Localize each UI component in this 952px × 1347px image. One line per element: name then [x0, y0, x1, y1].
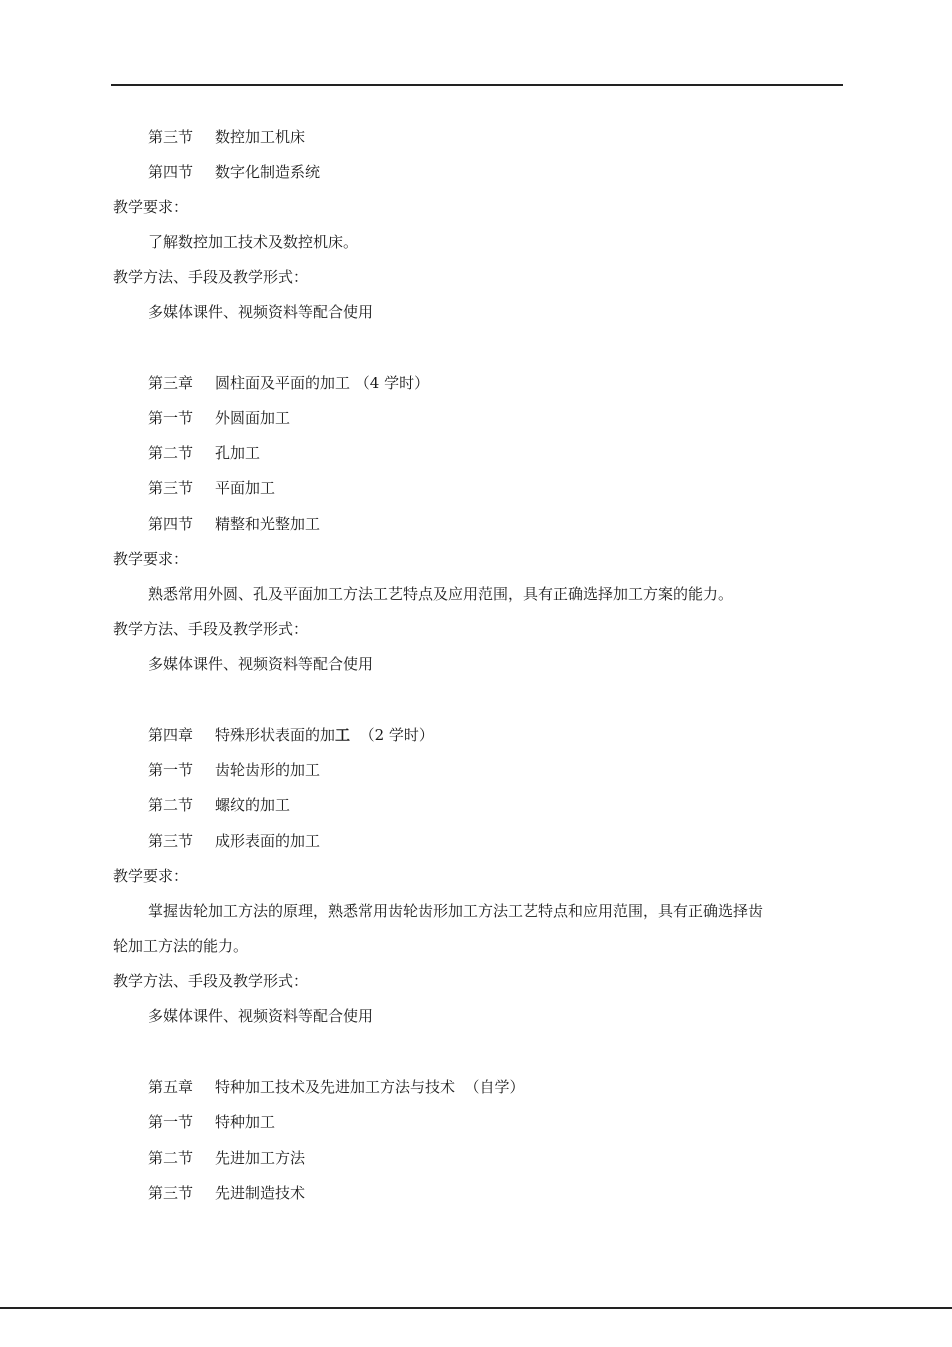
- section-number: 第一节: [148, 409, 194, 427]
- section-number: 第二节: [148, 444, 194, 462]
- section-title: 精整和光整加工: [215, 515, 321, 533]
- section-heading: [148, 443, 260, 463]
- section-title: 平面加工: [215, 479, 276, 497]
- section-heading: [148, 1148, 305, 1168]
- section-number: 第一节: [148, 761, 194, 779]
- section-number: 第四节: [148, 163, 194, 181]
- section-number: 第四节: [148, 515, 194, 533]
- section-heading: [148, 760, 320, 780]
- chapter-hours: （2 学时）: [350, 726, 434, 744]
- section-heading: [148, 514, 320, 534]
- requirements-label: 教学要求：: [113, 550, 189, 568]
- header-rule: [111, 84, 843, 86]
- section-heading: [148, 795, 290, 815]
- section-title: 数字化制造系统: [215, 163, 321, 181]
- section-title: 先进制造技术: [215, 1184, 306, 1202]
- chapter-title-bold-char: 工: [335, 726, 351, 744]
- section-heading: [148, 162, 320, 182]
- chapter-number: 第四章: [148, 726, 194, 744]
- requirements-text: 了解数控加工技术及数控机床。: [148, 233, 359, 251]
- chapter-number: 第三章: [148, 374, 194, 392]
- section-number: 第三节: [148, 479, 194, 497]
- requirements-label: 教学要求：: [113, 867, 189, 885]
- section-heading: [148, 1183, 305, 1203]
- section-heading: [148, 127, 305, 147]
- section-title: 孔加工: [215, 444, 261, 462]
- section-title: 特种加工: [215, 1113, 276, 1131]
- chapter-heading: [148, 373, 429, 393]
- chapter-title: 特种加工技术及先进加工方法与技术 （自学）: [215, 1078, 525, 1096]
- section-title: 数控加工机床: [215, 128, 306, 146]
- section-heading: [148, 478, 275, 498]
- methods-text: 多媒体课件、视频资料等配合使用: [148, 655, 374, 673]
- chapter-title: 圆柱面及平面的加工 （4 学时）: [215, 374, 430, 392]
- chapter-number: 第五章: [148, 1078, 194, 1096]
- section-number: 第三节: [148, 832, 194, 850]
- section-number: 第二节: [148, 796, 194, 814]
- section-heading: [148, 831, 320, 851]
- chapter-title: 特殊形状表面的加: [215, 726, 336, 744]
- section-title: 成形表面的加工: [215, 832, 321, 850]
- section-heading: [148, 408, 290, 428]
- methods-label: 教学方法、手段及教学形式：: [113, 268, 309, 286]
- section-number: 第三节: [148, 128, 194, 146]
- section-heading: [148, 1112, 275, 1132]
- methods-text: 多媒体课件、视频资料等配合使用: [148, 303, 374, 321]
- section-title: 螺纹的加工: [215, 796, 291, 814]
- footer-rule: [0, 1307, 952, 1309]
- requirements-text-continued: 轮加工方法的能力。: [113, 937, 249, 955]
- chapter-heading: [148, 725, 434, 745]
- methods-label: 教学方法、手段及教学形式：: [113, 620, 309, 638]
- methods-text: 多媒体课件、视频资料等配合使用: [148, 1007, 374, 1025]
- section-number: 第二节: [148, 1149, 194, 1167]
- methods-label: 教学方法、手段及教学形式：: [113, 972, 309, 990]
- section-title: 先进加工方法: [215, 1149, 306, 1167]
- requirements-label: 教学要求：: [113, 198, 189, 216]
- requirements-text: 熟悉常用外圆、孔及平面加工方法工艺特点及应用范围，具有正确选择加工方案的能力。: [148, 585, 734, 603]
- requirements-text: 掌握齿轮加工方法的原理，熟悉常用齿轮齿形加工方法工艺特点和应用范围，具有正确选择齿: [148, 902, 764, 920]
- section-title: 外圆面加工: [215, 409, 291, 427]
- section-number: 第三节: [148, 1184, 194, 1202]
- section-number: 第一节: [148, 1113, 194, 1131]
- section-title: 齿轮齿形的加工: [215, 761, 321, 779]
- chapter-heading: [148, 1077, 525, 1097]
